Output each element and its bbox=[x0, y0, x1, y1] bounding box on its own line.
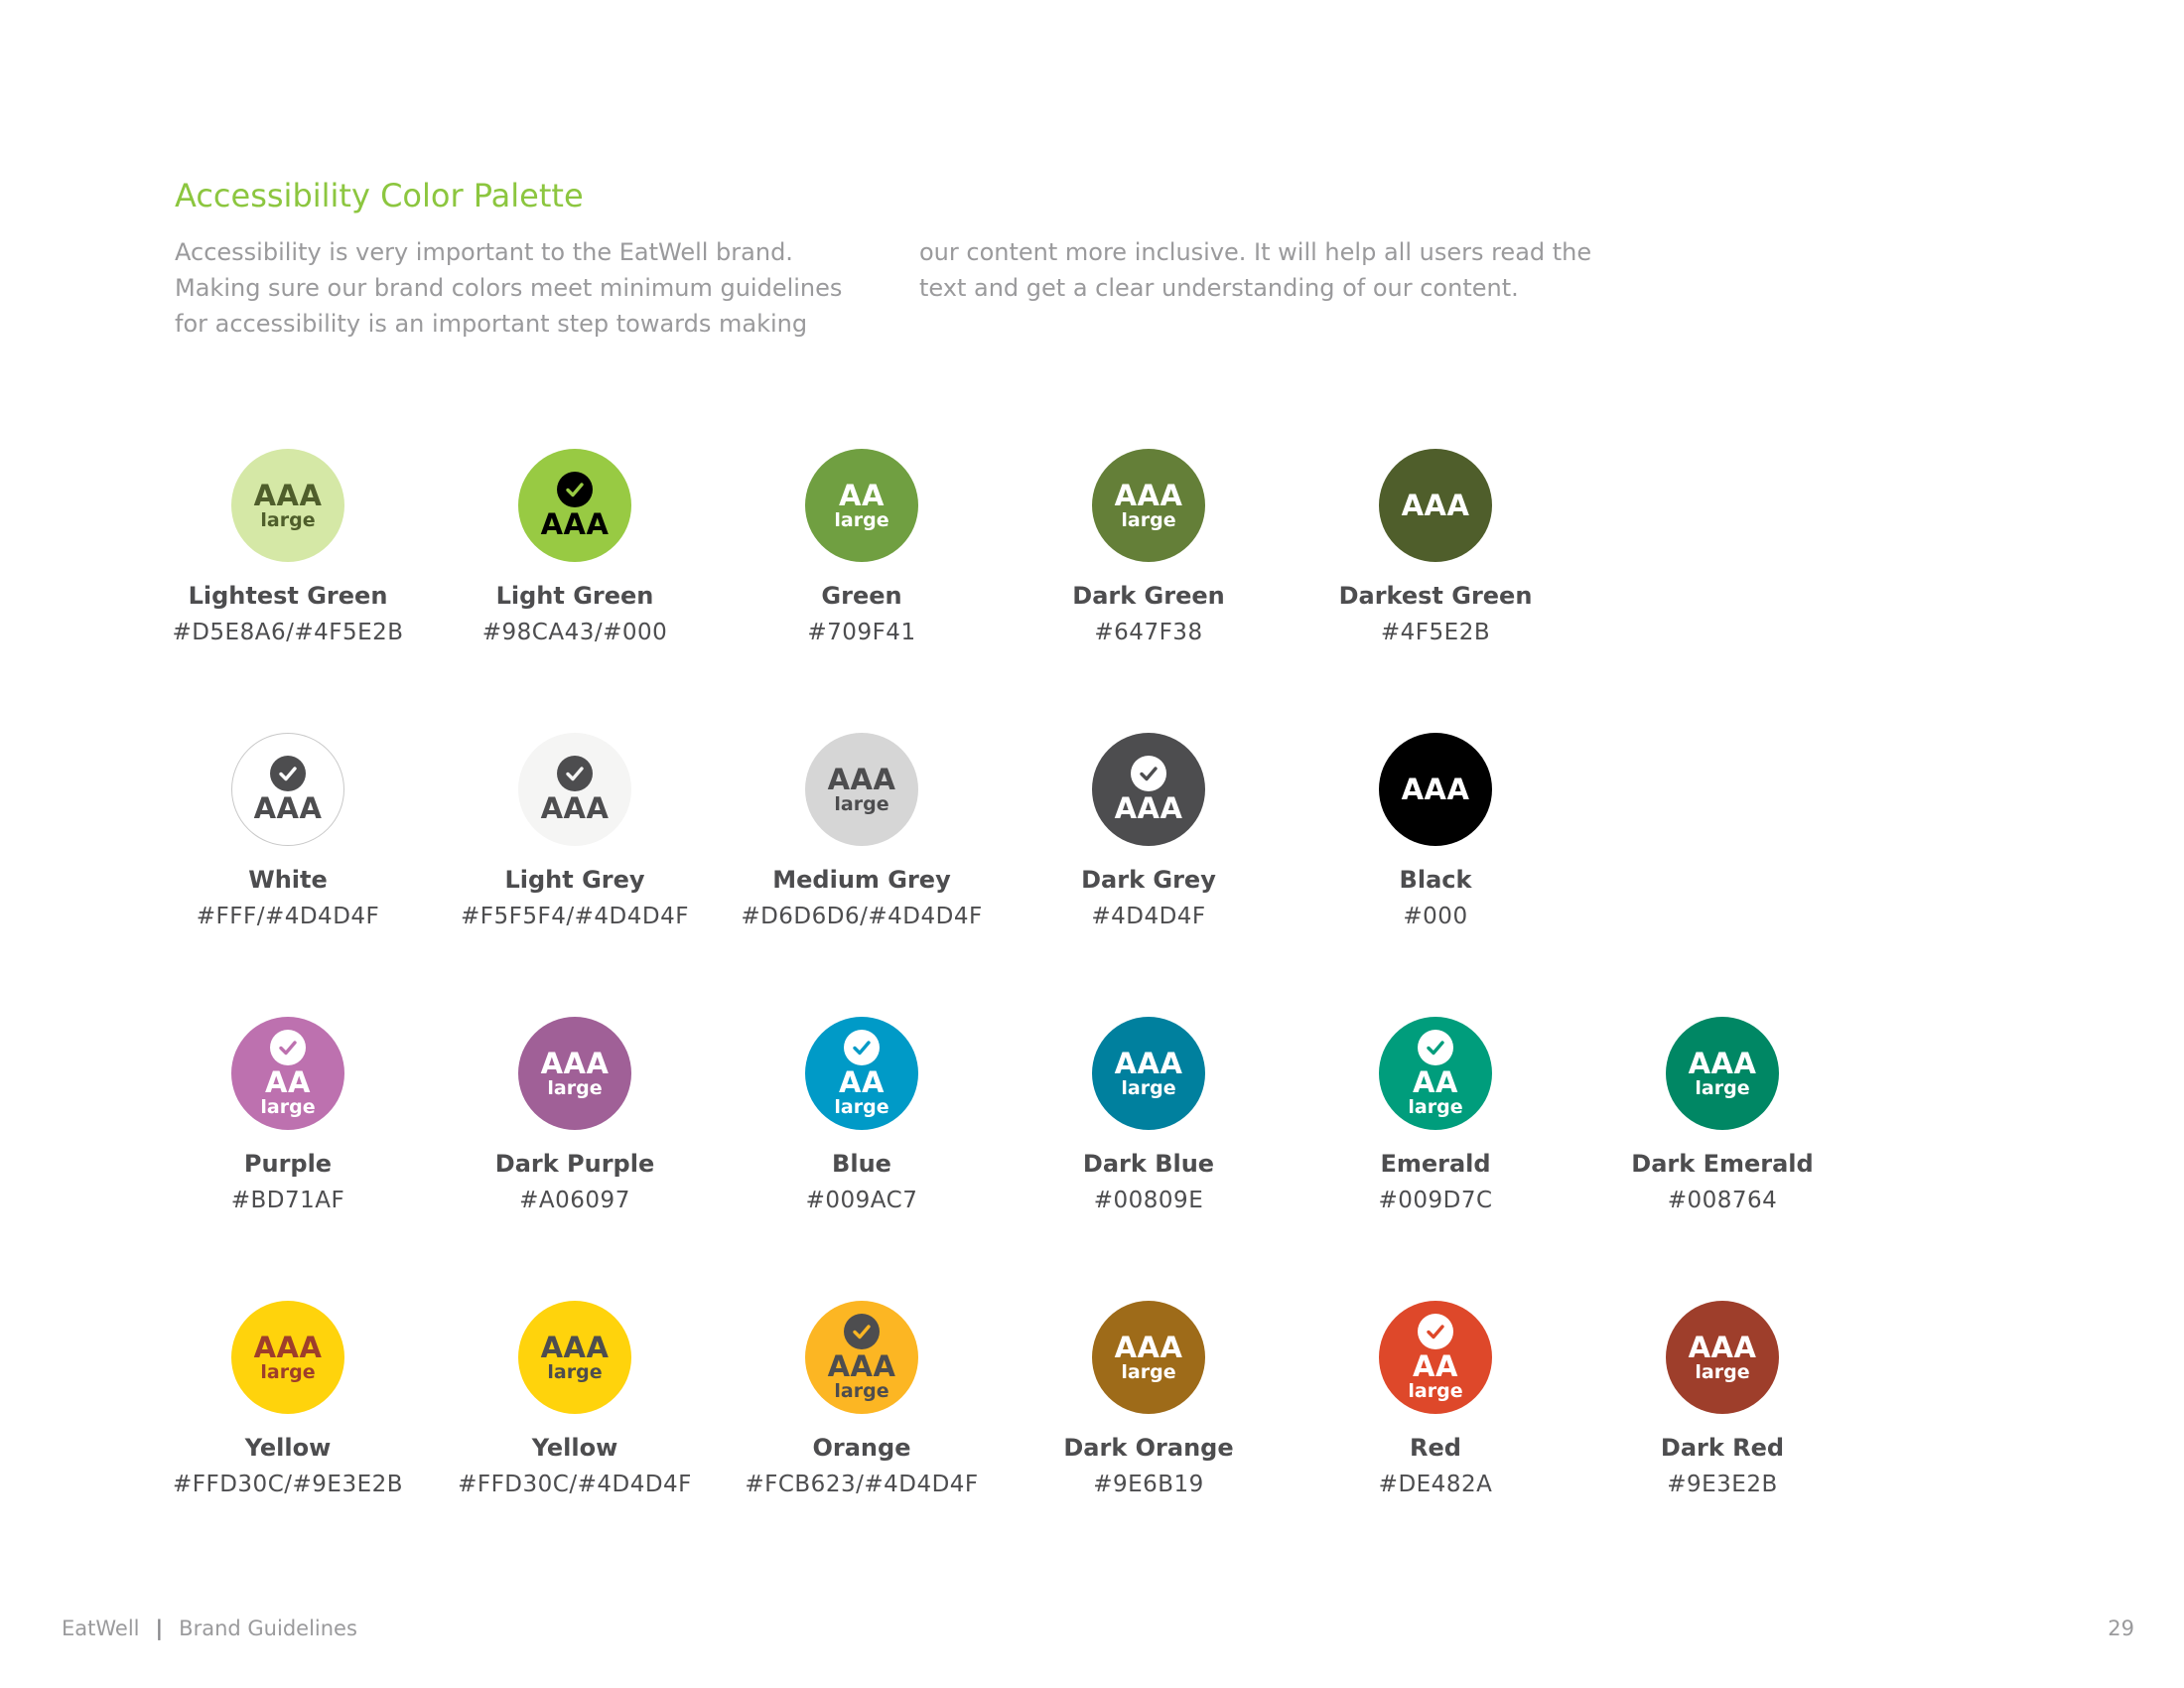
color-swatch bbox=[144, 733, 432, 971]
page-number: 29 bbox=[2108, 1617, 2134, 1640]
color-hex-code: #9E6B19 bbox=[1093, 1472, 1204, 1497]
color-circle bbox=[231, 1301, 344, 1414]
color-name: Light Grey bbox=[504, 866, 645, 894]
color-circle bbox=[518, 733, 631, 846]
color-circle bbox=[805, 1017, 918, 1130]
color-circle bbox=[1092, 1301, 1205, 1414]
intro-line: Accessibility is very important to the EatWell brand. bbox=[175, 238, 793, 266]
color-swatch bbox=[1005, 1017, 1293, 1255]
color-name: Dark Green bbox=[1072, 582, 1225, 610]
color-name: Dark Grey bbox=[1081, 866, 1216, 894]
color-swatch bbox=[431, 1017, 719, 1255]
contrast-level: AA bbox=[265, 1065, 311, 1099]
color-name: Lightest Green bbox=[188, 582, 388, 610]
color-name: Light Green bbox=[495, 582, 654, 610]
color-swatch bbox=[144, 449, 432, 687]
color-swatch bbox=[718, 1301, 1006, 1539]
contrast-level: AAA bbox=[1114, 1331, 1183, 1364]
color-hex-code: #FFF/#4D4D4F bbox=[196, 904, 380, 929]
color-name: Dark Purple bbox=[494, 1150, 655, 1178]
text-size-label: large bbox=[260, 1361, 316, 1383]
checkmark-icon bbox=[844, 1314, 880, 1349]
color-name: Green bbox=[821, 582, 902, 610]
color-circle bbox=[1379, 449, 1492, 562]
color-hex-code: #008764 bbox=[1667, 1188, 1778, 1213]
text-size-label: large bbox=[834, 509, 889, 531]
color-circle bbox=[231, 449, 344, 562]
color-circle bbox=[805, 733, 918, 846]
color-hex-code: #009AC7 bbox=[805, 1188, 918, 1213]
color-swatch bbox=[1292, 733, 1579, 971]
contrast-level: AAA bbox=[253, 1331, 323, 1364]
color-swatch bbox=[718, 1017, 1006, 1255]
color-circle bbox=[1379, 1301, 1492, 1414]
intro-column-2 bbox=[919, 234, 1591, 306]
color-name: Purple bbox=[243, 1150, 333, 1178]
color-hex-code: #FCB623/#4D4D4F bbox=[745, 1472, 979, 1497]
color-swatch bbox=[1578, 1017, 1866, 1255]
contrast-level: AAA bbox=[540, 1047, 610, 1080]
checkmark-icon bbox=[1418, 1030, 1453, 1065]
text-size-label: large bbox=[1408, 1096, 1463, 1118]
color-hex-code: #647F38 bbox=[1094, 620, 1203, 645]
color-circle bbox=[1092, 1017, 1205, 1130]
color-hex-code: #000 bbox=[1403, 904, 1468, 929]
contrast-level: AAA bbox=[1401, 773, 1470, 806]
checkmark-icon bbox=[1418, 1314, 1453, 1349]
color-swatch bbox=[431, 1301, 719, 1539]
color-name: Blue bbox=[832, 1150, 891, 1178]
color-swatch bbox=[1578, 1301, 1866, 1539]
contrast-level: AA bbox=[839, 479, 885, 512]
footer-section-name: Brand Guidelines bbox=[179, 1617, 357, 1640]
color-swatch bbox=[718, 449, 1006, 687]
intro-column-1 bbox=[175, 234, 842, 342]
checkmark-icon bbox=[270, 756, 306, 791]
text-size-label: large bbox=[1121, 1361, 1176, 1383]
text-size-label: large bbox=[1408, 1380, 1463, 1402]
intro-line: for accessibility is an important step towards making bbox=[175, 310, 808, 338]
color-hex-code: #709F41 bbox=[807, 620, 916, 645]
color-circle bbox=[231, 733, 344, 846]
color-name: Medium Grey bbox=[772, 866, 951, 894]
footer bbox=[62, 1617, 357, 1640]
intro-line: our content more inclusive. It will help all users read the bbox=[919, 238, 1592, 266]
color-circle bbox=[518, 449, 631, 562]
contrast-level: AAA bbox=[540, 507, 610, 541]
color-hex-code: #4D4D4F bbox=[1091, 904, 1206, 929]
text-size-label: large bbox=[1695, 1361, 1750, 1383]
color-swatch bbox=[144, 1301, 432, 1539]
checkmark-icon bbox=[270, 1030, 306, 1065]
contrast-level: AAA bbox=[1688, 1331, 1757, 1364]
contrast-level: AA bbox=[1413, 1349, 1458, 1383]
color-hex-code: #D5E8A6/#4F5E2B bbox=[172, 620, 404, 645]
color-hex-code: #98CA43/#000 bbox=[481, 620, 668, 645]
intro-line: text and get a clear understanding of our content. bbox=[919, 274, 1519, 302]
color-hex-code: #D6D6D6/#4D4D4F bbox=[741, 904, 983, 929]
color-swatch bbox=[1005, 1301, 1293, 1539]
color-circle bbox=[1666, 1301, 1779, 1414]
checkmark-icon bbox=[1131, 756, 1166, 791]
color-name: Darkest Green bbox=[1338, 582, 1533, 610]
contrast-level: AA bbox=[1413, 1065, 1458, 1099]
intro-line: Making sure our brand colors meet minimum guidelines bbox=[175, 274, 843, 302]
text-size-label: large bbox=[1121, 1077, 1176, 1099]
color-hex-code: #F5F5F4/#4D4D4F bbox=[461, 904, 689, 929]
color-circle bbox=[1379, 1017, 1492, 1130]
footer-brand-name: EatWell bbox=[62, 1617, 140, 1640]
contrast-level: AAA bbox=[253, 479, 323, 512]
color-swatch bbox=[431, 733, 719, 971]
color-hex-code: #FFD30C/#4D4D4F bbox=[458, 1472, 692, 1497]
text-size-label: large bbox=[260, 1096, 316, 1118]
color-hex-code: #9E3E2B bbox=[1667, 1472, 1778, 1497]
color-swatch bbox=[144, 1017, 432, 1255]
color-name: Emerald bbox=[1380, 1150, 1491, 1178]
color-hex-code: #BD71AF bbox=[230, 1188, 345, 1213]
color-swatch bbox=[1005, 449, 1293, 687]
color-swatch bbox=[431, 449, 719, 687]
checkmark-icon bbox=[557, 472, 593, 507]
contrast-level: AAA bbox=[1114, 1047, 1183, 1080]
text-size-label: large bbox=[1695, 1077, 1750, 1099]
color-circle bbox=[1092, 449, 1205, 562]
text-size-label: large bbox=[834, 793, 889, 815]
color-swatch bbox=[1292, 1017, 1579, 1255]
color-swatch bbox=[718, 733, 1006, 971]
text-size-label: large bbox=[834, 1096, 889, 1118]
text-size-label: large bbox=[260, 509, 316, 531]
color-name: Orange bbox=[812, 1434, 911, 1462]
color-name: White bbox=[248, 866, 328, 894]
contrast-level: AAA bbox=[253, 791, 323, 825]
checkmark-icon bbox=[844, 1030, 880, 1065]
color-hex-code: #DE482A bbox=[1378, 1472, 1493, 1497]
color-swatch bbox=[1005, 733, 1293, 971]
color-hex-code: #009D7C bbox=[1378, 1188, 1493, 1213]
color-name: Dark Orange bbox=[1063, 1434, 1234, 1462]
contrast-level: AAA bbox=[1114, 791, 1183, 825]
color-name: Dark Blue bbox=[1082, 1150, 1215, 1178]
color-name: Yellow bbox=[244, 1434, 332, 1462]
color-name: Black bbox=[1399, 866, 1472, 894]
page-title: Accessibility Color Palette bbox=[175, 177, 584, 214]
color-circle bbox=[518, 1017, 631, 1130]
color-name: Dark Emerald bbox=[1631, 1150, 1814, 1178]
checkmark-icon bbox=[557, 756, 593, 791]
color-hex-code: #00809E bbox=[1093, 1188, 1204, 1213]
contrast-level: AAA bbox=[827, 763, 896, 796]
color-circle bbox=[805, 1301, 918, 1414]
color-name: Dark Red bbox=[1660, 1434, 1785, 1462]
color-hex-code: #4F5E2B bbox=[1380, 620, 1491, 645]
contrast-level: AAA bbox=[540, 791, 610, 825]
color-circle bbox=[1092, 733, 1205, 846]
color-swatch bbox=[1292, 1301, 1579, 1539]
contrast-level: AAA bbox=[1688, 1047, 1757, 1080]
text-size-label: large bbox=[1121, 509, 1176, 531]
color-swatch bbox=[1292, 449, 1579, 687]
contrast-level: AAA bbox=[1114, 479, 1183, 512]
color-circle bbox=[231, 1017, 344, 1130]
color-name: Yellow bbox=[531, 1434, 618, 1462]
color-circle bbox=[805, 449, 918, 562]
footer-separator: | bbox=[155, 1617, 164, 1640]
contrast-level: AAA bbox=[1401, 489, 1470, 522]
color-hex-code: #A06097 bbox=[519, 1188, 630, 1213]
color-name: Red bbox=[1410, 1434, 1461, 1462]
contrast-level: AA bbox=[839, 1065, 885, 1099]
text-size-label: large bbox=[547, 1361, 603, 1383]
color-circle bbox=[1666, 1017, 1779, 1130]
color-circle bbox=[518, 1301, 631, 1414]
text-size-label: large bbox=[834, 1380, 889, 1402]
text-size-label: large bbox=[547, 1077, 603, 1099]
contrast-level: AAA bbox=[540, 1331, 610, 1364]
color-circle bbox=[1379, 733, 1492, 846]
contrast-level: AAA bbox=[827, 1349, 896, 1383]
color-hex-code: #FFD30C/#9E3E2B bbox=[172, 1472, 404, 1497]
